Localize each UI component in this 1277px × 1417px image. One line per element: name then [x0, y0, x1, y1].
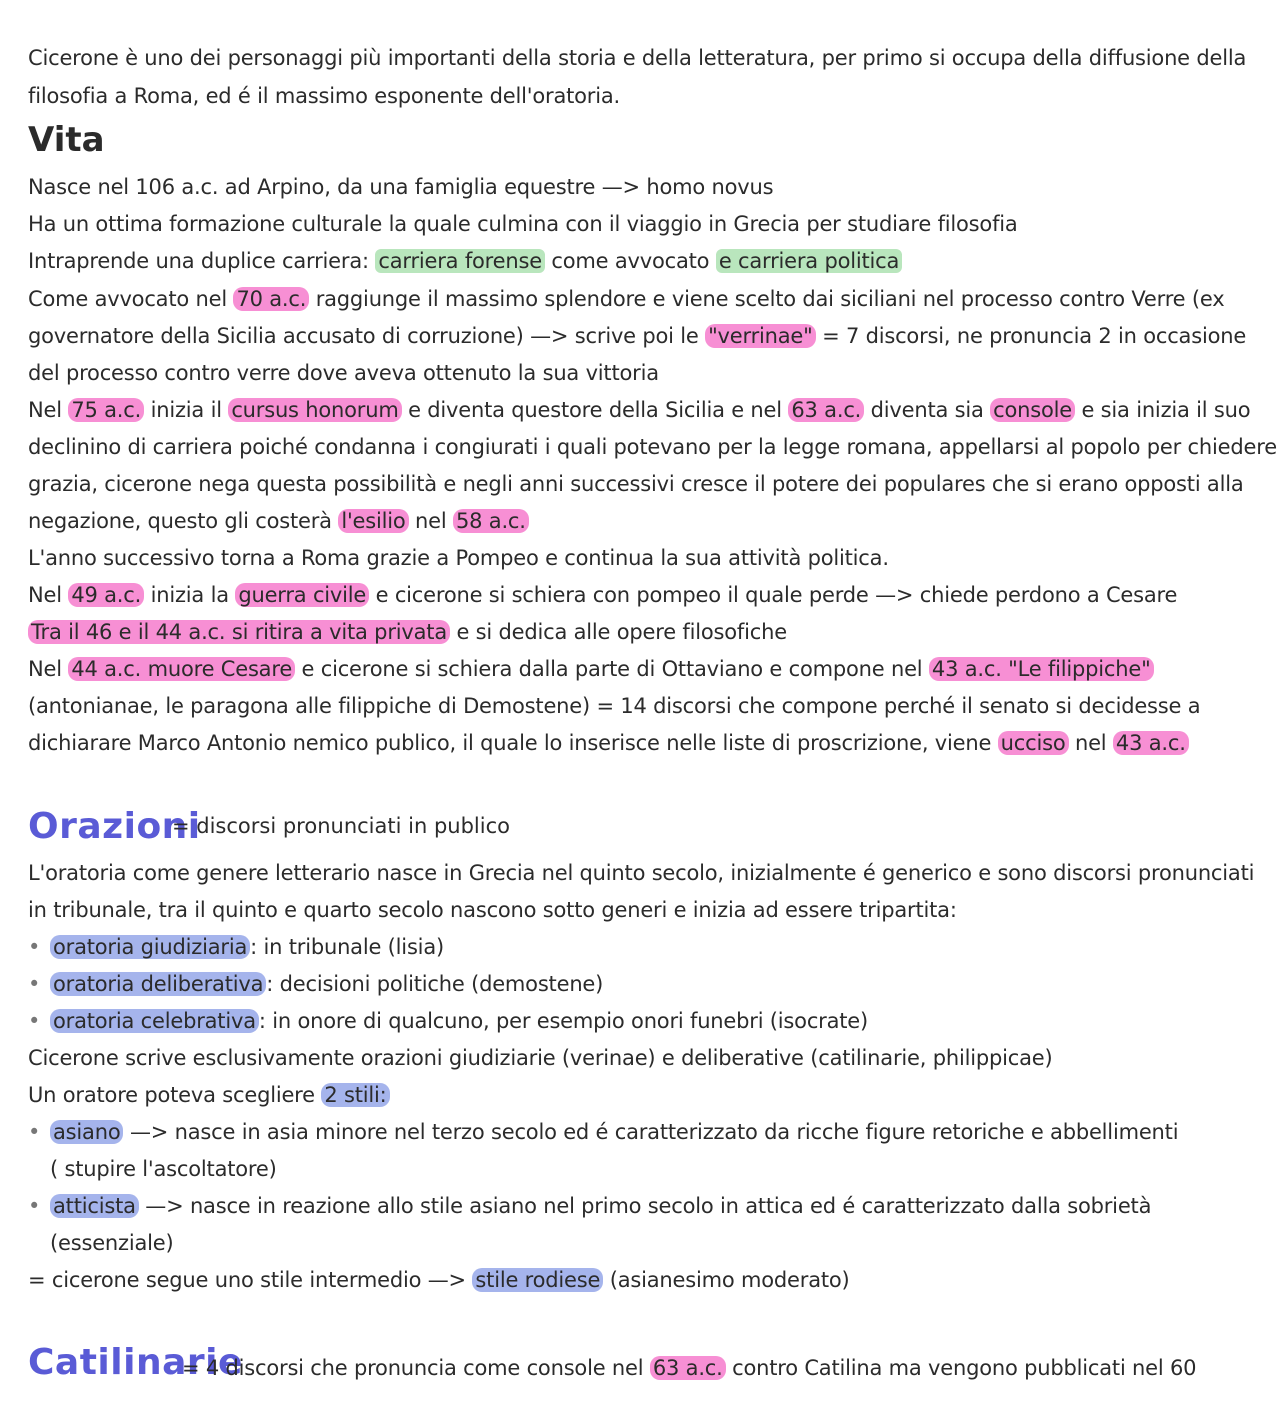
vita-line-8: declinino di carriera poiché condanna i congiurati i quali potevano per la legge romana, appellarsi al popolo per chiedere	[28, 435, 1277, 459]
text: —> nasce in asia minore nel terzo secolo ed é caratterizzato da ricche figure retoriche e abbellimenti	[123, 1120, 1179, 1144]
orazioni-line-4	[28, 1077, 1068, 1114]
text: (asianesimo moderato)	[603, 1268, 850, 1292]
highlight-oratoria-deliberativa: oratoria deliberativa	[50, 972, 266, 996]
text: e cicerone si schiera con pompeo il quale perde —> chiede perdono a Cesare	[369, 583, 1178, 607]
intro-line-2: filosofia a Roma, ed é il massimo esponente dell'oratoria.	[28, 84, 621, 108]
orazioni-subtitle: = discorsi pronunciati in publico	[172, 814, 510, 838]
heading-orazioni: Orazioni	[28, 806, 201, 847]
text: inizia il	[144, 398, 229, 422]
vita-line-10	[28, 503, 1068, 540]
text: = cicerone segue uno stile intermedio —>	[28, 1268, 473, 1292]
highlight-2-stili: 2 stili:	[321, 1083, 389, 1107]
highlight-atticista: atticista	[50, 1194, 139, 1218]
text: dichiarare Marco Antonio nemico publico, il quale lo inserisce nelle liste di proscrizione, viene	[28, 731, 998, 755]
stile-atticista-note: (essenziale)	[50, 1231, 174, 1255]
text: nel	[408, 509, 453, 533]
text: come avvocato	[544, 249, 716, 273]
stile-asiano	[28, 1114, 1179, 1151]
bullet-icon: •	[28, 935, 41, 959]
highlight-cursus-honorum: cursus honorum	[228, 398, 401, 422]
text: e sia inizia il suo	[1075, 398, 1251, 422]
highlight-date: 49 a.c.	[68, 583, 144, 607]
text: e cicerone si schiera dalla parte di Ottaviano e compone nel	[295, 657, 929, 681]
highlight-ucciso: ucciso	[998, 731, 1069, 755]
highlight-carriera-politica: e carriera politica	[716, 249, 902, 273]
bullet-icon: •	[28, 1120, 41, 1144]
heading-vita: Vita	[28, 120, 105, 160]
highlight-date: 58 a.c.	[453, 509, 529, 533]
text: = 7 discorsi, ne pronuncia 2 in occasione	[815, 324, 1247, 348]
vita-line-3	[28, 243, 1068, 280]
stile-atticista	[28, 1188, 1152, 1225]
highlight-date: 63 a.c.	[788, 398, 864, 422]
text: diventa sia	[864, 398, 991, 422]
highlight-verrinae: "verrinae"	[705, 324, 816, 348]
vita-line-9: grazia, cicerone nega questa possibilità e negli anni successivi cresce il potere dei populares che si erano opposti alla	[28, 472, 1244, 496]
text: : decisioni politiche (demostene)	[266, 972, 604, 996]
text: : in tribunale (lisia)	[250, 935, 444, 959]
orazioni-bullet-1	[28, 929, 1068, 966]
highlight-oratoria-giudiziaria: oratoria giudiziaria	[50, 935, 250, 959]
text: e si dedica alle opere filosofiche	[449, 620, 787, 644]
vita-line-14	[28, 651, 1151, 688]
highlight-date: 70 a.c.	[233, 287, 309, 311]
text: e diventa questore della Sicilia e nel	[401, 398, 789, 422]
vita-line-1: Nasce nel 106 a.c. ad Arpino, da una famiglia equestre —> homo novus	[28, 175, 774, 199]
highlight-carriera-forense: carriera forense	[375, 249, 545, 273]
highlight-date: 43 a.c.	[1113, 731, 1189, 755]
text: inizia la	[144, 583, 236, 607]
bullet-icon: •	[28, 1009, 41, 1033]
text: : in onore di qualcuno, per esempio onori funebri (isocrate)	[258, 1009, 869, 1033]
intro-line-1: Cicerone è uno dei personaggi più importanti della storia e della letteratura, per primo si occupa della diffusione della	[28, 46, 1247, 70]
highlight-filippiche: 43 a.c. "Le filippiche"	[929, 657, 1154, 681]
text: —> nasce in reazione allo stile asiano nel primo secolo in attica ed é caratterizzato dalla sobrietà	[138, 1194, 1152, 1218]
vita-line-15: (antonianae, le paragona alle filippiche di Demostene) = 14 discorsi che compone perché il senato si decidesse a	[28, 694, 1201, 718]
highlight-date: 63 a.c.	[650, 1356, 726, 1380]
bullet-icon: •	[28, 1194, 41, 1218]
highlight-esilio: l'esilio	[338, 509, 408, 533]
text: = 4 discorsi che pronuncia come console nel	[182, 1356, 650, 1380]
orazioni-line-1: L'oratoria come genere letterario nasce in Grecia nel quinto secolo, inizialmente é generico e sono discorsi pronunciati	[28, 861, 1255, 885]
vita-line-2: Ha un ottima formazione culturale la quale culmina con il viaggio in Grecia per studiare filosofia	[28, 212, 1018, 236]
bullet-icon: •	[28, 972, 41, 996]
orazioni-line-5	[28, 1262, 1068, 1299]
text: Nel	[28, 583, 69, 607]
highlight-stile-rodiese: stile rodiese	[472, 1268, 603, 1292]
orazioni-bullet-2	[28, 966, 1068, 1003]
catilinarie-line-1	[182, 1350, 1197, 1387]
text: Un oratore poteva scegliere	[28, 1083, 322, 1107]
highlight-vita-privata: Tra il 46 e il 44 a.c. si ritira a vita privata	[28, 620, 450, 644]
highlight-guerra-civile: guerra civile	[235, 583, 369, 607]
text: negazione, questo gli costerà	[28, 509, 339, 533]
heading-catilinarie: Catilinarie	[28, 1342, 243, 1383]
text: governatore della Sicilia accusato di corruzione) —> scrive poi le	[28, 324, 706, 348]
text: raggiunge il massimo splendore e viene scelto dai siciliani nel processo contro Verre (ex	[309, 287, 1225, 311]
text: nel	[1068, 731, 1113, 755]
text: contro Catilina ma vengono pubblicati nel 60	[725, 1356, 1197, 1380]
vita-line-4	[28, 281, 1225, 318]
vita-line-12	[28, 577, 1178, 614]
orazioni-bullet-3	[28, 1003, 1068, 1040]
orazioni-line-3: Cicerone scrive esclusivamente orazioni giudiziarie (verinae) e deliberative (catilinarie, philippicae)	[28, 1046, 1053, 1070]
highlight-asiano: asiano	[50, 1120, 123, 1144]
highlight-oratoria-celebrativa: oratoria celebrativa	[50, 1009, 259, 1033]
text: Intraprende una duplice carriera:	[28, 249, 376, 273]
highlight-date: 75 a.c.	[68, 398, 144, 422]
highlight-console: console	[990, 398, 1075, 422]
vita-line-7	[28, 392, 1251, 429]
text: Nel	[28, 398, 69, 422]
vita-line-16	[28, 725, 1186, 762]
vita-line-5	[28, 318, 1247, 355]
text: Nel	[28, 657, 69, 681]
vita-line-11: L'anno successivo torna a Roma grazie a Pompeo e continua la sua attività politica.	[28, 546, 889, 570]
text: Come avvocato nel	[28, 287, 234, 311]
highlight-muore-cesare: 44 a.c. muore Cesare	[68, 657, 295, 681]
stile-asiano-note: ( stupire l'ascoltatore)	[50, 1157, 277, 1181]
vita-line-13	[28, 614, 1068, 651]
vita-line-6: del processo contro verre dove aveva ottenuto la sua vittoria	[28, 361, 659, 385]
orazioni-line-2: in tribunale, tra il quinto e quarto secolo nascono sotto generi e inizia ad essere tripartita:	[28, 898, 957, 922]
